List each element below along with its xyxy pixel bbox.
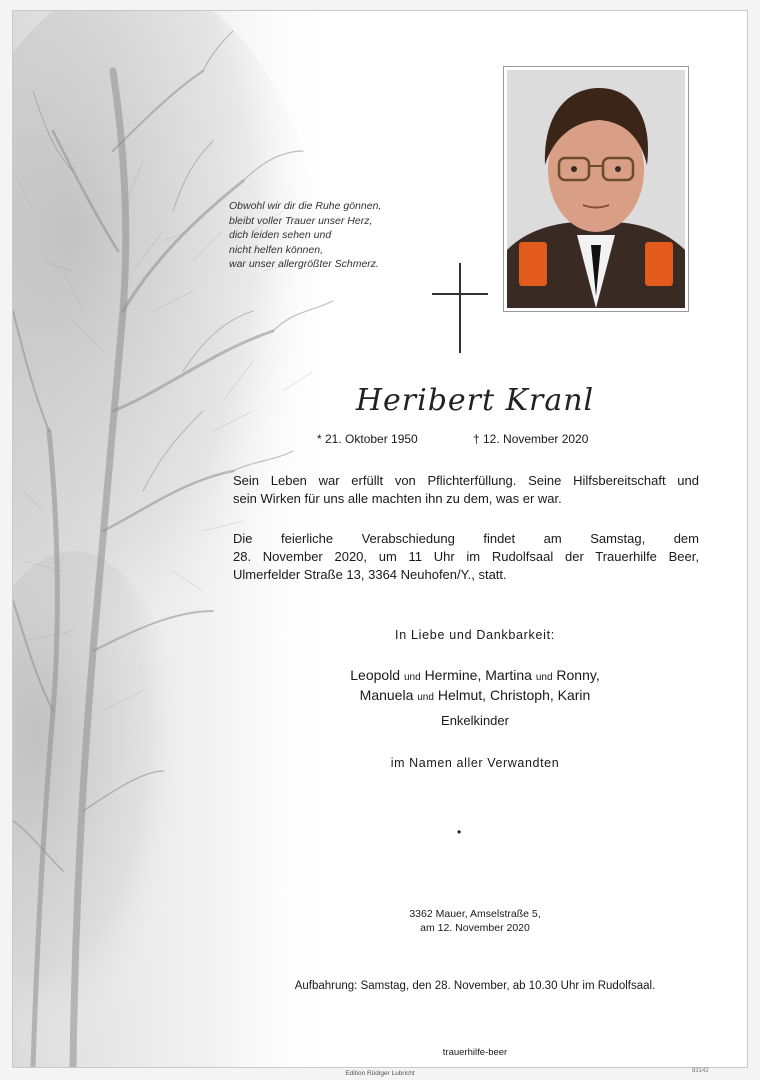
- family-name: Leopold: [350, 667, 401, 683]
- birth-date: * 21. Oktober 1950: [317, 432, 418, 446]
- product-code: 83142: [692, 1068, 709, 1074]
- poem-line: Obwohl wir dir die Ruhe gönnen,: [229, 200, 382, 212]
- viewing-info: Aufbahrung: Samstag, den 28. November, ab 10.30 Uhr im Rudolfsaal.: [294, 980, 656, 992]
- family-name: Hermine, Martina: [424, 667, 532, 683]
- brand-label: trauerhilfe-beer: [442, 1047, 508, 1058]
- family-line-1: [203, 667, 747, 683]
- cross-icon: [459, 263, 461, 353]
- cross-icon-bar: [432, 293, 488, 295]
- thanks-line: In Liebe und Dankbarkeit:: [395, 628, 555, 642]
- family-line-2: [203, 687, 747, 703]
- address-line: 3362 Mauer, Amselstraße 5,: [409, 908, 541, 920]
- poem-line: dich leiden sehen und: [229, 229, 332, 241]
- conjunction: und: [535, 672, 553, 683]
- poem: [229, 199, 459, 272]
- poem-line: bleibt voller Trauer unser Herz,: [229, 214, 373, 227]
- ceremony-line: Die feierliche Verabschiedung findet am Samstag, dem: [233, 531, 699, 546]
- ceremony-line: 28. November 2020, um 11 Uhr im Rudolfsaal der Trauerhilfe Beer,: [233, 549, 699, 564]
- address-date-line: am 12. November 2020: [420, 922, 530, 934]
- death-date: † 12. November 2020: [473, 432, 589, 446]
- poem-line: war unser allergrößter Schmerz.: [229, 258, 379, 270]
- ceremony-paragraph: [233, 530, 699, 584]
- conjunction: und: [403, 672, 421, 683]
- family-name: Ronny,: [556, 667, 600, 683]
- deceased-name: Heribert Kranl: [355, 383, 595, 418]
- separator-dot: •: [457, 825, 462, 839]
- tribute-paragraph: [233, 472, 699, 508]
- portrait-image: [507, 70, 685, 308]
- grandchildren-line: Enkelkinder: [441, 713, 509, 728]
- edition-label: Edition Rüdiger Lubricht: [345, 1070, 415, 1077]
- family-name: Helmut, Christoph, Karin: [437, 687, 591, 703]
- obituary-card: [12, 10, 748, 1068]
- poem-line: nicht helfen können,: [229, 243, 323, 256]
- tribute-line: sein Wirken für uns alle machten ihn zu dem, was er war.: [233, 491, 562, 506]
- conjunction: und: [417, 692, 434, 703]
- tribute-line: Sein Leben war erfüllt von Pflichterfüllung. Seine Hilfsbereitschaft und: [233, 473, 699, 488]
- ceremony-line: Ulmerfelder Straße 13, 3364 Neuhofen/Y., statt.: [233, 567, 507, 582]
- portrait-photo: [503, 66, 689, 312]
- family-name: Manuela: [359, 687, 414, 703]
- relatives-line: im Namen aller Verwandten: [390, 756, 560, 770]
